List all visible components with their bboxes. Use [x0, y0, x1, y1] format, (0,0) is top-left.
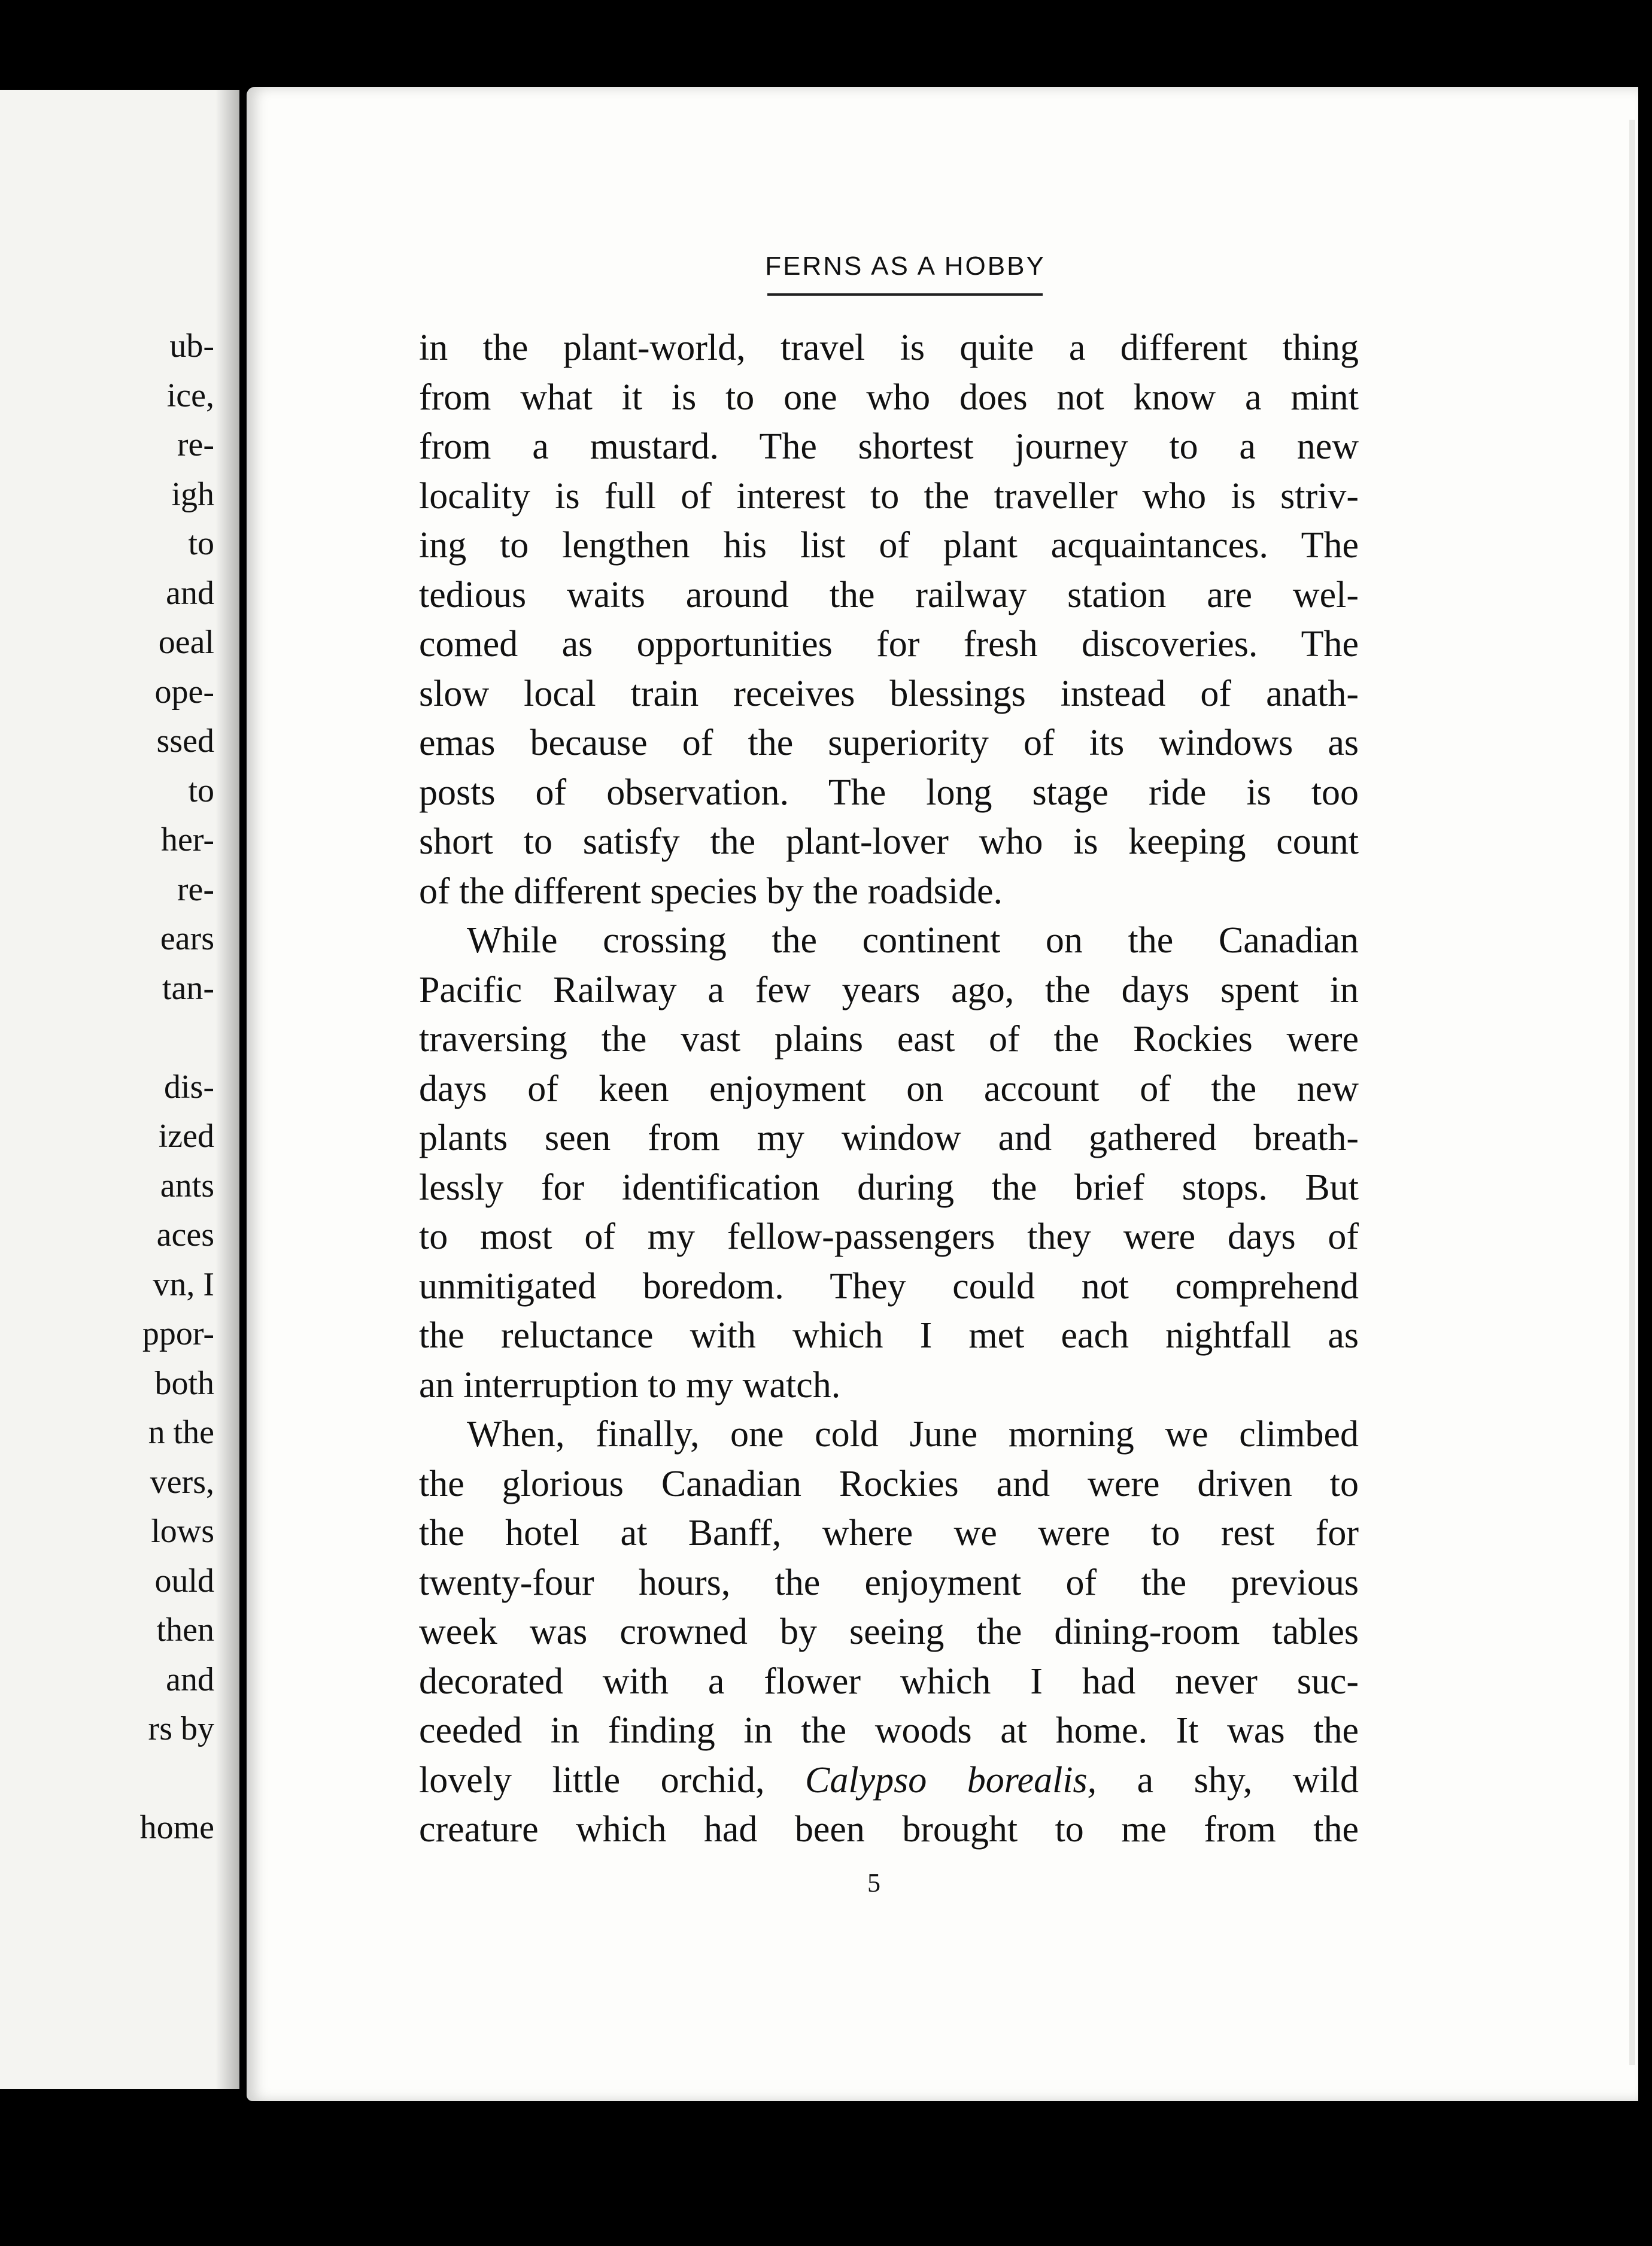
text-line: ceeded in finding in the woods at home. It was the	[419, 1710, 1359, 1751]
previous-page-fragment: oeal	[158, 624, 214, 661]
text-line: twenty-four hours, the enjoyment of the previous	[419, 1562, 1359, 1603]
text-line: decorated with a flower which I had never suc-	[419, 1661, 1359, 1702]
text-line: Pacific Railway a few years ago, the days spent in	[419, 969, 1359, 1010]
text-run: a shy, wild	[1097, 1759, 1359, 1801]
previous-page-fragment: ssed	[156, 723, 214, 760]
text-line: posts of observation. The long stage ride is too	[419, 772, 1359, 813]
previous-page-fragment: and	[166, 1661, 214, 1698]
previous-page-fragment: rs by	[148, 1710, 214, 1747]
paragraph-1	[419, 323, 1359, 916]
text-line: When, finally, one cold June morning we climbed	[467, 1414, 1359, 1455]
previous-page-fragment: re-	[177, 870, 214, 908]
text-line: the reluctance with which I met each nightfall as	[419, 1315, 1359, 1356]
body-text	[419, 323, 1359, 1855]
previous-page-fragment: both	[154, 1364, 214, 1402]
previous-page-fragment: re-	[177, 426, 214, 463]
text-line: creature which had been brought to me from the	[419, 1809, 1359, 1850]
previous-page-fragment: then	[156, 1611, 214, 1649]
text-line: emas because of the superiority of its windows as	[419, 723, 1359, 763]
previous-page-fragment: her-	[160, 821, 214, 858]
previous-page-fragment: and	[166, 574, 214, 612]
previous-page-fragment: vers,	[150, 1463, 214, 1501]
previous-page-fragment: to	[188, 772, 214, 809]
text-line-with-italic	[419, 1756, 1359, 1805]
text-line: to most of my fellow-passengers they were days of	[419, 1216, 1359, 1257]
text-line: plants seen from my window and gathered breath-	[419, 1118, 1359, 1158]
running-head-rule	[767, 293, 1043, 296]
running-head: FERNS AS A HOBBY	[765, 251, 1046, 281]
text-line: While crossing the continent on the Canadian	[467, 920, 1359, 961]
previous-page-fragment: ears	[160, 920, 214, 957]
previous-page-fragment: to	[188, 525, 214, 562]
previous-page-fragment: home	[139, 1809, 214, 1846]
previous-page-fragment: ub-	[169, 327, 214, 365]
text-line: lessly for identification during the brief stops. But	[419, 1167, 1359, 1208]
gutter-shadow	[215, 90, 239, 2089]
previous-page-fragment: ould	[154, 1562, 214, 1599]
text-run: lovely little orchid,	[419, 1759, 805, 1801]
previous-page-fragment: n the	[148, 1414, 214, 1451]
previous-page-fragment: vn, I	[153, 1265, 214, 1303]
previous-page-edge	[0, 90, 239, 2089]
previous-page-fragment: ized	[158, 1118, 214, 1155]
text-line: slow local train receives blessings instead of anath-	[419, 673, 1359, 714]
text-line: locality is full of interest to the traveller who is striv-	[419, 475, 1359, 517]
previous-page-fragment: ice,	[166, 377, 214, 414]
text-line: the glorious Canadian Rockies and were driven to	[419, 1463, 1359, 1504]
text-line: week was crowned by seeing the dining-room tables	[419, 1611, 1359, 1652]
text-line: from what it is to one who does not know a mint	[419, 377, 1359, 418]
paragraph-3	[419, 1410, 1359, 1855]
page-edge	[1629, 120, 1635, 2065]
text-line: of the different species by the roadside.	[419, 870, 1003, 912]
previous-page-fragment: igh	[171, 475, 214, 513]
text-line: short to satisfy the plant-lover who is keeping count	[419, 821, 1359, 862]
text-line: from a mustard. The shortest journey to a new	[419, 426, 1359, 467]
previous-page-fragment: lows	[151, 1513, 214, 1550]
text-line: days of keen enjoyment on account of the new	[419, 1068, 1359, 1109]
previous-page-fragment: ppor-	[142, 1315, 214, 1352]
text-line: comed as opportunities for fresh discoveries. The	[419, 624, 1359, 664]
text-line: unmitigated boredom. They could not comprehend	[419, 1265, 1359, 1307]
paragraph-2	[419, 916, 1359, 1410]
page-number: 5	[867, 1868, 880, 1898]
text-line: the hotel at Banff, where we were to rest for	[419, 1513, 1359, 1553]
previous-page-fragment: dis-	[164, 1068, 214, 1106]
previous-page-fragment: tan-	[162, 969, 214, 1007]
previous-page-fragment: ants	[160, 1167, 214, 1204]
text-line: ing to lengthen his list of plant acquaintances. The	[419, 525, 1359, 566]
text-line: in the plant-world, travel is quite a different thing	[419, 327, 1359, 368]
italic-species-name: Calypso borealis,	[805, 1759, 1097, 1801]
previous-page-fragment: ope-	[154, 673, 214, 711]
text-line: traversing the vast plains east of the Rockies were	[419, 1019, 1359, 1060]
previous-page-fragment: aces	[156, 1216, 214, 1253]
text-line: an interruption to my watch.	[419, 1364, 841, 1406]
text-line: tedious waits around the railway station are wel-	[419, 574, 1359, 615]
